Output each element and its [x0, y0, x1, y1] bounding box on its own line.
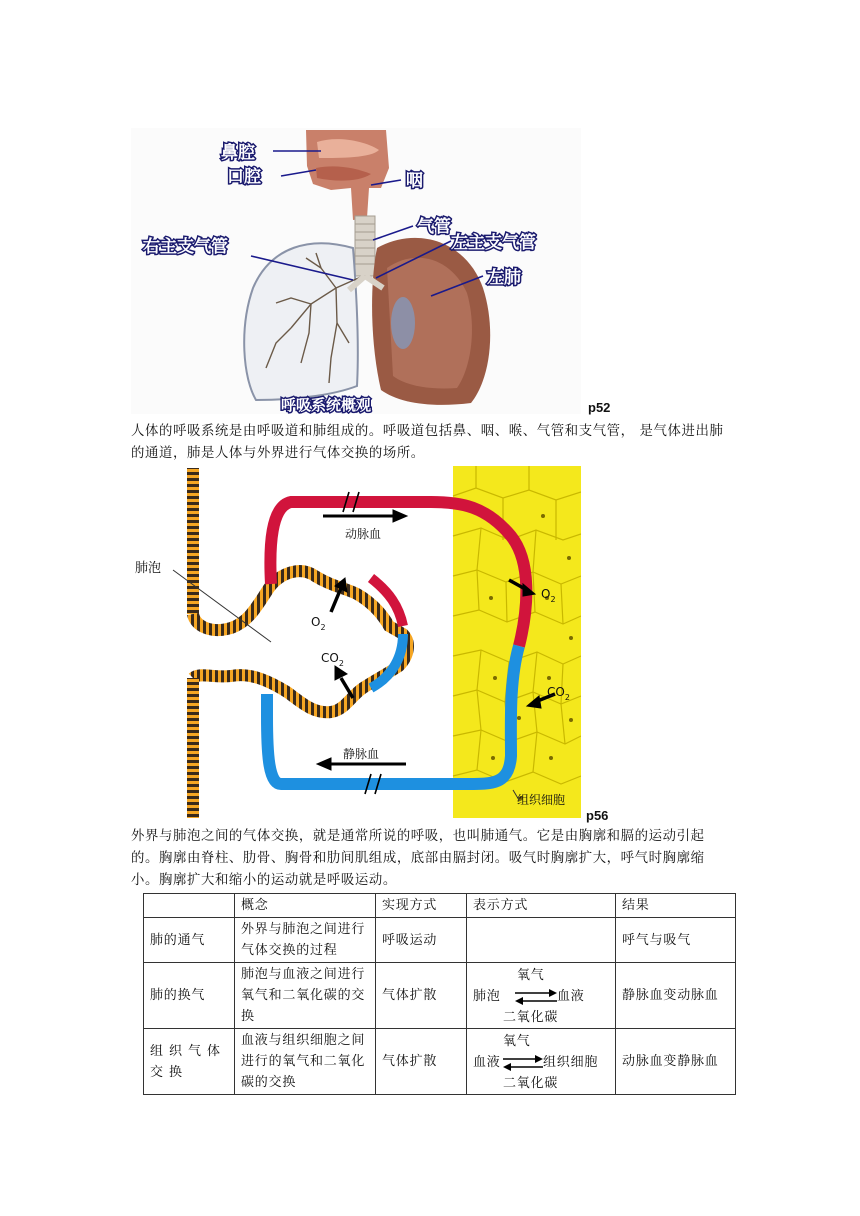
label-o2-tissue: $O_2$	[541, 587, 556, 604]
figure-caption: 呼吸系统概观	[281, 396, 372, 414]
paragraph-respiratory-system: 人体的呼吸系统是由呼吸道和肺组成的。呼吸道包括鼻、咽、喉、气管和支气管， 是气体进出肺的通道，肺是人体与外界进行气体交换的场所。	[131, 424, 724, 461]
row-method: 呼吸运动	[376, 918, 467, 963]
row-result: 静脉血变动脉血	[616, 963, 736, 1029]
exchange-top-label: 氧气	[517, 967, 545, 983]
table-header-cell	[144, 894, 235, 918]
label-arterial-blood: 动脉血	[345, 527, 382, 541]
row-name: 组织气体交换	[144, 1029, 235, 1095]
exchange-bottom-label: 二氧化碳	[503, 1009, 559, 1025]
table-header-cell: 结果	[616, 894, 736, 918]
paragraph-breathing: 外界与肺泡之间的气体交换，就是通常所说的呼吸，也叫肺通气。它是由胸廓和膈的运动引起的。胸廓由脊柱、肋骨、胸骨和肋间肌组成，底部由膈封闭。吸气时胸廓扩大，呼气时胸廓缩小。胸廓扩大和缩小的运动就是呼吸运动。	[131, 829, 705, 888]
label-co2-alveolus: $CO_2$	[321, 651, 344, 668]
label-tissue-cells: 组织细胞	[517, 793, 566, 807]
row-result: 动脉血变静脉血	[616, 1029, 736, 1095]
exchange-left-label: 血液	[473, 1054, 501, 1070]
row-name: 肺的通气	[144, 918, 235, 963]
exchange-diagram	[473, 1031, 603, 1093]
respiratory-system-figure	[131, 128, 581, 414]
row-method: 气体扩散	[376, 1029, 467, 1095]
table-header-cell: 表示方式	[467, 894, 616, 918]
table-header-cell: 概念	[235, 894, 376, 918]
gas-exchange-illustration	[131, 466, 581, 818]
row-concept: 血液与组织细胞之间进行的氧气和二氧化碳的交换	[235, 1029, 376, 1095]
respiratory-system-illustration	[131, 128, 581, 414]
label-left-lung: 左肺	[487, 268, 521, 288]
page-number-p52: p52	[588, 400, 611, 415]
label-oral-cavity: 口腔	[227, 167, 261, 187]
double-arrow-icon	[513, 987, 559, 1007]
gas-exchange-figure	[131, 466, 581, 818]
label-nasal-cavity: 鼻腔	[221, 143, 255, 163]
row-name: 肺的换气	[144, 963, 235, 1029]
table-row	[144, 918, 736, 963]
row-result: 呼气与吸气	[616, 918, 736, 963]
page-number-p56: p56	[586, 808, 609, 823]
label-co2-tissue: $CO_2$	[547, 685, 570, 702]
exchange-bottom-label: 二氧化碳	[503, 1075, 559, 1091]
table-row	[144, 1029, 736, 1095]
label-pharynx: 咽	[406, 171, 423, 191]
table-row	[144, 963, 736, 1029]
exchange-right-label: 组织细胞	[543, 1054, 599, 1070]
row-representation	[467, 963, 616, 1029]
gas-exchange-table	[143, 893, 736, 1095]
label-left-main-bronchus: 左主支气管	[451, 233, 536, 253]
label-o2-alveolus: $O_2$	[311, 615, 326, 632]
label-right-main-bronchus: 右主支气管	[143, 237, 228, 257]
row-representation	[467, 918, 616, 963]
double-arrow-icon	[501, 1053, 545, 1073]
exchange-diagram	[473, 965, 603, 1027]
exchange-left-label: 肺泡	[473, 988, 501, 1004]
label-venous-blood: 静脉血	[343, 747, 380, 761]
row-concept: 外界与肺泡之间进行气体交换的过程	[235, 918, 376, 963]
row-method: 气体扩散	[376, 963, 467, 1029]
exchange-top-label: 氧气	[503, 1033, 531, 1049]
exchange-right-label: 血液	[557, 988, 585, 1004]
row-representation	[467, 1029, 616, 1095]
label-trachea: 气管	[417, 217, 451, 237]
table-header-row	[144, 894, 736, 918]
table-header-cell: 实现方式	[376, 894, 467, 918]
row-concept: 肺泡与血液之间进行氧气和二氧化碳的交换	[235, 963, 376, 1029]
label-alveolus: 肺泡	[135, 561, 162, 576]
